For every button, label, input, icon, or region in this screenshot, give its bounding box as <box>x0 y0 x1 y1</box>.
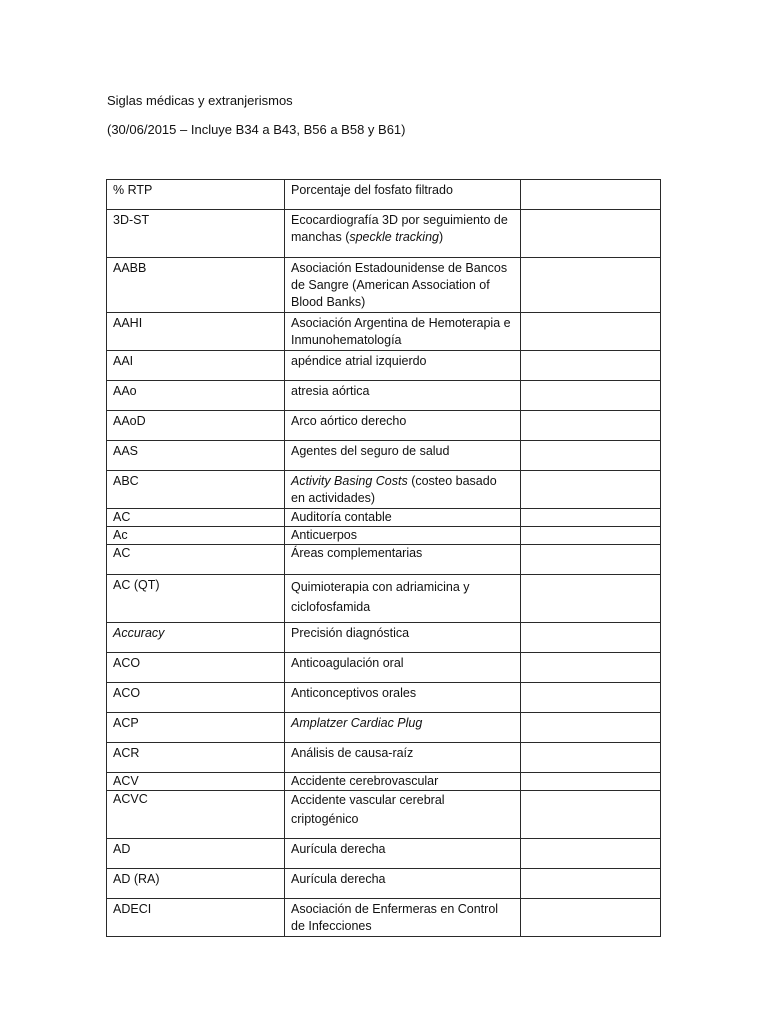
definition-text: Aurícula derecha <box>291 872 386 886</box>
table-row <box>107 713 661 743</box>
abbr-text: AD (RA) <box>113 872 160 886</box>
definition-cell <box>285 653 521 683</box>
extra-cell <box>521 713 661 743</box>
extra-cell <box>521 791 661 839</box>
table-row <box>107 527 661 545</box>
definition-text: Asociación de Enfermeras en Control de Infecciones <box>291 902 499 933</box>
abbr-cell <box>107 623 285 653</box>
abbr-text: ACO <box>113 656 141 670</box>
abbr-cell <box>107 575 285 623</box>
definition-text: Análisis de causa-raíz <box>291 746 414 760</box>
abbr-text: AAoD <box>113 414 146 428</box>
extra-cell <box>521 351 661 381</box>
abbr-cell <box>107 509 285 527</box>
abbr-cell <box>107 899 285 937</box>
table-row <box>107 683 661 713</box>
definition-cell <box>285 509 521 527</box>
table-row <box>107 545 661 575</box>
abbr-text: ABC <box>113 474 139 488</box>
table-row <box>107 351 661 381</box>
abbr-text: ACV <box>113 774 139 788</box>
abbr-cell <box>107 351 285 381</box>
abbr-cell <box>107 791 285 839</box>
extra-cell <box>521 575 661 623</box>
abbr-cell <box>107 258 285 313</box>
definition-cell <box>285 575 521 623</box>
definition-cell <box>285 381 521 411</box>
definition-cell <box>285 713 521 743</box>
abbr-text: ACO <box>113 686 141 700</box>
abbr-cell <box>107 683 285 713</box>
abbr-cell <box>107 545 285 575</box>
abbr-cell <box>107 210 285 258</box>
extra-cell <box>521 441 661 471</box>
definition-text: Anticoagulación oral <box>291 656 404 670</box>
table-row <box>107 653 661 683</box>
abbr-cell <box>107 653 285 683</box>
abbr-text: AABB <box>113 261 147 275</box>
table-row <box>107 773 661 791</box>
extra-cell <box>521 683 661 713</box>
abbr-text: ACR <box>113 746 140 760</box>
abbr-cell <box>107 839 285 869</box>
definition-text: Aurícula derecha <box>291 842 386 856</box>
table-row <box>107 839 661 869</box>
table-row <box>107 791 661 839</box>
definition-cell <box>285 683 521 713</box>
abbr-cell <box>107 411 285 441</box>
extra-cell <box>521 210 661 258</box>
abbr-text: AC (QT) <box>113 578 160 592</box>
definition-text: Accidente vascular cerebral criptogénico <box>291 793 445 826</box>
abbr-text: AC <box>113 510 131 524</box>
table-row <box>107 471 661 509</box>
definition-cell <box>285 411 521 441</box>
definition-cell <box>285 545 521 575</box>
definition-text: Anticonceptivos orales <box>291 686 417 700</box>
definition-cell <box>285 773 521 791</box>
definition-cell <box>285 313 521 351</box>
table-row <box>107 509 661 527</box>
acronym-table <box>106 179 661 937</box>
abbr-text: AAS <box>113 444 139 458</box>
extra-cell <box>521 899 661 937</box>
abbr-text: AAHI <box>113 316 143 330</box>
extra-cell <box>521 839 661 869</box>
abbr-cell <box>107 527 285 545</box>
definition-text: Áreas complementarias <box>291 546 423 560</box>
abbr-text: % RTP <box>113 183 153 197</box>
document-subtitle: (30/06/2015 – Incluye B34 a B43, B56 a B58 y B61) <box>107 122 406 137</box>
extra-cell <box>521 313 661 351</box>
definition-italic-text: Amplatzer Cardiac Plug <box>291 716 423 730</box>
definition-text: apéndice atrial izquierdo <box>291 354 427 368</box>
table-row <box>107 623 661 653</box>
extra-cell <box>521 381 661 411</box>
definition-text: Precisión diagnóstica <box>291 626 410 640</box>
definition-cell <box>285 258 521 313</box>
table-row <box>107 313 661 351</box>
definition-cell <box>285 791 521 839</box>
definition-italic-text: Activity Basing Costs <box>291 474 408 488</box>
table-row <box>107 899 661 937</box>
definition-cell <box>285 899 521 937</box>
definition-text: Accidente cerebrovascular <box>291 774 439 788</box>
table-row <box>107 381 661 411</box>
abbr-text: ACVC <box>113 792 148 806</box>
definition-cell <box>285 839 521 869</box>
abbr-cell <box>107 713 285 743</box>
extra-cell <box>521 623 661 653</box>
definition-cell <box>285 869 521 899</box>
abbr-cell <box>107 441 285 471</box>
extra-cell <box>521 869 661 899</box>
definition-text: Asociación Argentina de Hemoterapia e Inmunohematología <box>291 316 511 347</box>
document-title: Siglas médicas y extranjerismos <box>107 93 293 108</box>
definition-text: Asociación Estadounidense de Bancos de Sangre (American Association of Blood Banks) <box>291 261 508 309</box>
extra-cell <box>521 471 661 509</box>
extra-cell <box>521 743 661 773</box>
definition-text: Agentes del seguro de salud <box>291 444 450 458</box>
abbr-text: AAI <box>113 354 134 368</box>
table-row <box>107 575 661 623</box>
abbr-text: ADECI <box>113 902 152 916</box>
extra-cell <box>521 411 661 441</box>
abbr-text: 3D-ST <box>113 213 150 227</box>
definition-cell <box>285 441 521 471</box>
abbr-cell <box>107 471 285 509</box>
definition-cell <box>285 471 521 509</box>
definition-text: Arco aórtico derecho <box>291 414 407 428</box>
definition-cell <box>285 527 521 545</box>
definition-cell <box>285 743 521 773</box>
abbr-cell <box>107 381 285 411</box>
definition-cell <box>285 623 521 653</box>
extra-cell <box>521 527 661 545</box>
table-row <box>107 411 661 441</box>
abbr-text: AD <box>113 842 131 856</box>
abbr-italic-text: Accuracy <box>113 626 165 640</box>
definition-after-text: (costeo basado en actividades) <box>291 474 497 505</box>
abbr-text: AC <box>113 546 131 560</box>
extra-cell <box>521 180 661 210</box>
table-row <box>107 441 661 471</box>
abbr-cell <box>107 869 285 899</box>
definition-after-text: ) <box>438 230 444 244</box>
abbr-cell <box>107 313 285 351</box>
definition-text: Quimioterapia con adriamicina y ciclofosfamida <box>291 580 470 614</box>
definition-italic-text: speckle tracking <box>349 230 439 244</box>
definition-text: Ecocardiografía 3D por seguimiento de manchas ( <box>291 213 508 244</box>
abbr-cell <box>107 773 285 791</box>
definition-text: Auditoría contable <box>291 510 392 524</box>
table-row <box>107 180 661 210</box>
table-row <box>107 869 661 899</box>
definition-cell <box>285 210 521 258</box>
abbr-text: ACP <box>113 716 139 730</box>
definition-text: atresia aórtica <box>291 384 370 398</box>
abbr-cell <box>107 743 285 773</box>
definition-text: Anticuerpos <box>291 528 358 542</box>
abbr-text: Ac <box>113 528 128 542</box>
definition-cell <box>285 180 521 210</box>
extra-cell <box>521 773 661 791</box>
definition-cell <box>285 351 521 381</box>
extra-cell <box>521 509 661 527</box>
table-row <box>107 210 661 258</box>
table-row <box>107 743 661 773</box>
extra-cell <box>521 653 661 683</box>
abbr-cell <box>107 180 285 210</box>
extra-cell <box>521 258 661 313</box>
extra-cell <box>521 545 661 575</box>
definition-text: Porcentaje del fosfato filtrado <box>291 183 453 197</box>
abbr-text: AAo <box>113 384 137 398</box>
table-row <box>107 258 661 313</box>
